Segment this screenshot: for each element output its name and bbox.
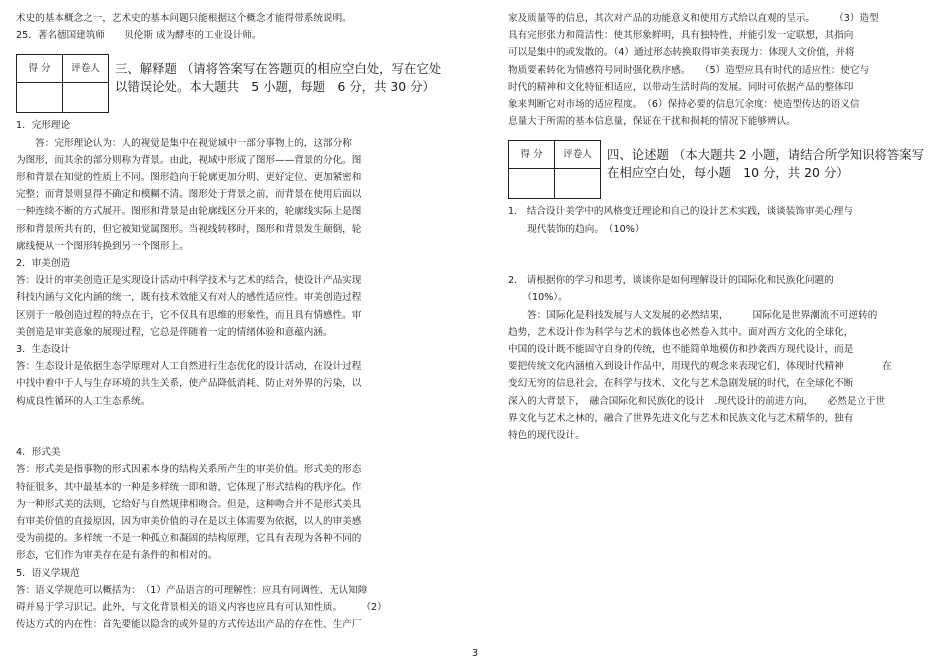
blank-line [508, 238, 936, 255]
text-line: 答：完形理论认为：人的视觉是集中在视觉域中一部分事物上的，这部分称 [16, 137, 352, 149]
reviewer-label: 评卷人 [555, 141, 601, 169]
left-body [16, 117, 444, 633]
text-line: 趋势，艺术设计作为科学与艺术的载体也必然卷入其中。面对西方文化的全球化， [508, 326, 854, 338]
text-line: 时代的精神和文化特征相适应，以带动生活时尚的发展。同时可依据产品的整体印 [508, 81, 854, 93]
score-table [16, 54, 109, 113]
left-intro [16, 10, 444, 44]
text-line: 答：语义学规范可以概括为： （1）产品语言的可理解性：应具有同调性、无认知障 [16, 584, 368, 596]
score-label: 得 分 [509, 141, 555, 169]
reviewer-label: 评卷人 [63, 55, 109, 83]
text-line: （10%）。 [508, 292, 568, 304]
right-column [508, 10, 936, 444]
reviewer-cell [63, 83, 109, 113]
right-top [508, 10, 936, 130]
text-line: 中国的设计既不能固守自身的传统，也不能简单地模仿和抄袭西方现代设计，而是 [508, 344, 854, 356]
text-line: 美创造是审美意象的展现过程，它总是伴随着一定的情绪体验和意蕴内涵。 [16, 326, 333, 338]
text-line: 答：国际化是科技发展与人文发展的必然结果， 国际化是世界潮流不可逆转的 [508, 309, 878, 321]
text-line: 答：设计的审美创造正是实现设计活动中科学技术与艺术的结合，使设计产品实现 [16, 275, 362, 287]
text-line: 受为前提的。多样统一不是一种孤立和凝固的结构原理，它具有表现为各种不同的 [16, 533, 362, 545]
text-line: 物质要素转化为情感符号同时强化秩序感。 （5）造型应具有时代的适应性：使它与 [508, 64, 870, 76]
text-line: 有审美价值的直接原因，因为审美价值的寻在是以主体需要为依据，以人的审美感 [16, 516, 362, 528]
text-line: 特征很多，其中最基本的一种是多样统一即和谐，它体现了形式结构的秩序化。作 [16, 481, 362, 493]
text-line: 中找中着中于人与生存环境的共生关系，使产品降低消耗、防止对外界的污染，以 [16, 378, 362, 390]
text-line: 2．审美创造 [16, 258, 71, 270]
text-line: 答：形式美是指事物的形式因素本身的结构关系所产生的审美价值。形式美的形态 [16, 464, 362, 476]
text-line: 为图形，而其余的部分则称为背景。由此，视域中形成了图形——背景的分化。图 [16, 154, 362, 166]
text-line: 可以是集中的或发散的。（4）通过形态转换取得审美表现力：体现人文价值，并将 [508, 47, 855, 59]
text-line: 5．语义学规范 [16, 567, 80, 579]
section-title: 四、论述题 （本大题共 2 小题，请结合所学知识将答案写在相应空白处，每小题 10 分，共 20 分） [607, 147, 925, 181]
text-line: 碍并易于学习识记。此外，与文化背景相关的语义内容也应具有可认知性质。 （2） [16, 602, 387, 614]
text-line: 构成良性循环的人工生态系统。 [16, 395, 151, 407]
score-label: 得 分 [17, 55, 63, 83]
text-line: 完整；而背景则显得不确定和模糊不清。图形处于背景之前，而背景在使用后面以 [16, 189, 362, 201]
text-line: 科技内涵与文化内涵的统一，既有技术效能又有对人的感性适应性。审美创造过程 [16, 292, 362, 304]
right-body [508, 203, 936, 444]
text-line: 形态，它们作为审美存在是有条件的和相对的。 [16, 550, 218, 562]
text-line: 形和背景所共有的，但它被知觉属图形。当视线转移时，图形和背景发生颠倒，轮 [16, 223, 362, 235]
text-line: 家及质量等的信息，其次对产品的功能意义和使用方式给以直观的呈示。 （3）造型 [508, 13, 879, 24]
text-line: 变幻无穷的信息社会，在科学与技术、文化与艺术急剧发展的时代，在全球化不断 [508, 378, 854, 390]
blank-line [16, 427, 444, 444]
page-number: 3 [471, 648, 479, 659]
left-column [16, 10, 444, 633]
text-line: 2. 请根据你的学习和思考，谈谈你是如何理解设计的国际化和民族化问题的 [508, 275, 834, 287]
text-line: 区别于一般创造过程的特点在于，它不仅具有思维的形象性，而且具有情感性。审 [16, 309, 362, 321]
section-three-header [16, 54, 444, 113]
blank-line [508, 255, 936, 272]
text-line: 答：生态设计是依据生态学原理对人工自然进行生态优化的设计活动，在设计过程 [16, 361, 362, 373]
text-line: 廓线便从一个图形转换到另一个图形上。 [16, 240, 189, 252]
text-line: 为一种形式美的法则，它给好与自然规律相吻合。但是，这种吻合并不是形式美具 [16, 498, 362, 510]
text-line: 4．形式美 [16, 447, 61, 459]
score-cell [509, 169, 555, 199]
text-line: 现代装饰的趋向。 （10%） [508, 223, 645, 235]
text-line: 术史的基本概念之一，艺术史的基本问题只能根据这个概念才能得带系统说明。 [16, 13, 352, 24]
text-line: 特色的现代设计。 [508, 430, 585, 442]
text-line: 25．著名德国建筑师 贝伦斯 成为酵枣的工业设计师。 [16, 30, 262, 42]
text-line: 1．完形理论 [16, 120, 71, 132]
score-cell [17, 83, 63, 113]
score-table [508, 140, 601, 199]
text-line: 一种连续不断的方式展开。图形和背景是由轮廓线区分开来的，轮廓线实际上是图 [16, 206, 362, 218]
section-title: 三、解释题 （请将答案写在答题页的相应空白处，写在它处以错误论处。本大题共 5 小题，每题 6 分，共 30 分） [115, 61, 442, 95]
text-line: 形和背景在知觉的性质上不同。图形趋向于轮廓更加分明、更好定位、更加紧密和 [16, 172, 362, 184]
reviewer-cell [555, 169, 601, 199]
text-line: 息量大于所需的基本信息量，保证在干扰和损耗的情况下能够辨认。 [508, 116, 796, 128]
text-line: 要把传统文化内涵植入到设计作品中，用现代的观念来表现它们，体现时代精神 在 [508, 361, 892, 373]
text-line: 象来判断它对市场的适应程度。 （6）保持必要的信息冗余度：使造型传达的语义信 [508, 99, 860, 111]
text-line: 1. 结合设计美学中的风格变迁理论和自己的设计艺术实践，谈谈装饰审美心理与 [508, 206, 853, 218]
text-line: 传达方式的内在性：首先要能以隐含的或外显的方式传达出产品的存在性、生产厂 [16, 619, 362, 631]
text-line: 深入的大背景下， 融合国际化和民族化的设计 .现代设计的前进方向， 必然是立于世 [508, 395, 886, 407]
section-four-header [508, 140, 936, 199]
blank-line [16, 410, 444, 427]
text-line: 具有完形张力和简洁性：使其形象鲜明，具有独特性，并能引发一定联想，其指向 [508, 30, 854, 42]
text-line: 3．生态设计 [16, 344, 71, 356]
text-line: 界文化与艺术之林的，融合了世界先进文化与艺术和民族文化与艺术精华的，独有 [508, 412, 854, 424]
